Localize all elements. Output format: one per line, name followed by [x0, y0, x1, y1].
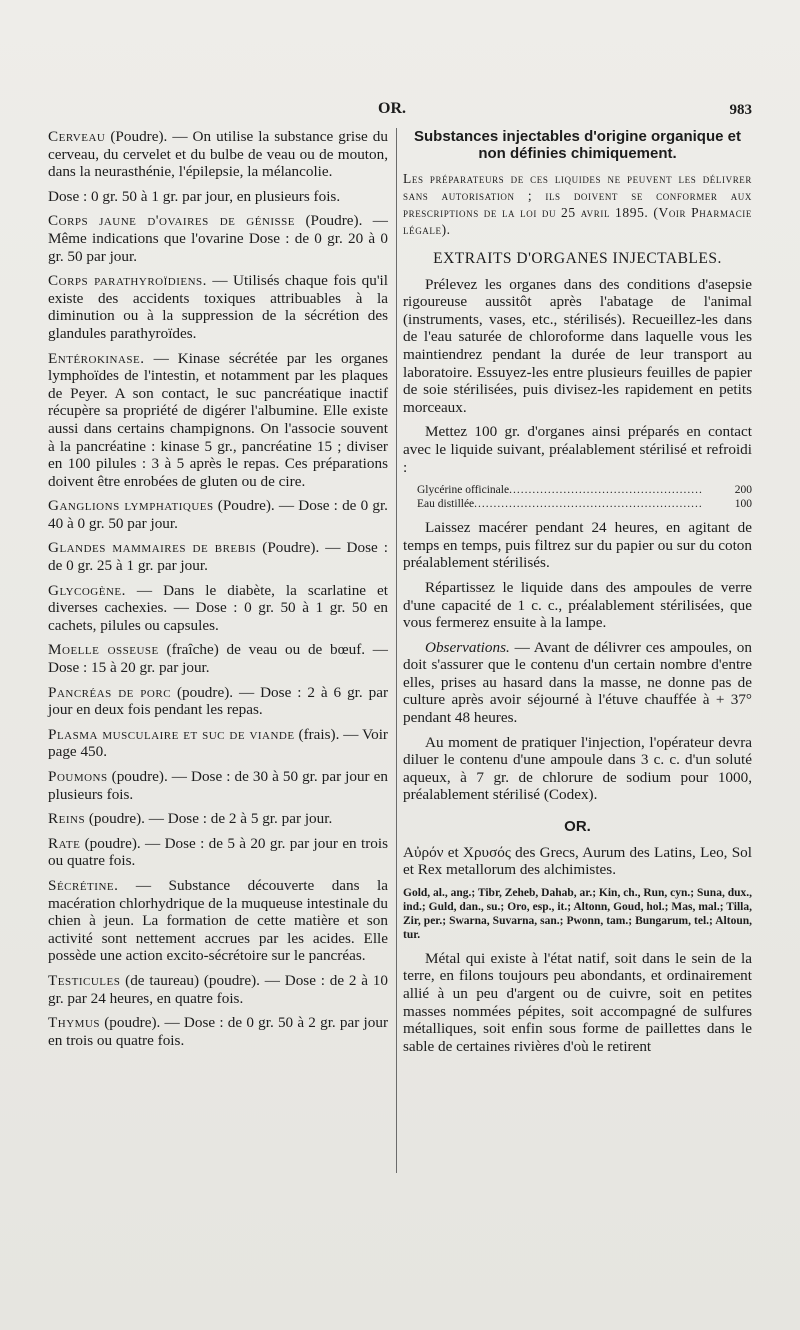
entry-corps-jaune	[48, 212, 388, 265]
section-heading-injectables: Substances injectables d'origine organique et non définies chimiquement.	[414, 128, 741, 162]
entry-text: (poudre). — Dose : 2 à 6 gr. par jour en deux fois pendant les repas.	[48, 683, 389, 719]
entry-thymus	[48, 1014, 388, 1049]
column-divider	[396, 128, 397, 1173]
entry-term: Testicules	[48, 971, 121, 989]
leader-dots	[509, 483, 702, 497]
entry-text: (Poudre). — Dose : de 0 gr. 40 à 0 gr. 50 par jour.	[48, 497, 388, 532]
entry-glandes-mammaires	[48, 539, 388, 574]
entry-text: (Poudre). — Même indications que l'ovarine Dose : de 0 gr. 20 à 0 gr. 50 par jour.	[48, 212, 388, 265]
legal-notice: Les préparateurs de ces liquides ne peuvent les délivrer sans autorisation ; ils doivent se conformer aux prescriptions de la loi du 25 avril 1895. (Voir Pharmacie légale).	[403, 171, 752, 237]
entry-term: Glandes mammaires de brebis	[48, 539, 257, 557]
section-heading-extraits: EXTRAITS D'ORGANES INJECTABLES.	[433, 250, 722, 267]
entry-parathyroidiens	[48, 272, 388, 342]
entry-term: Moelle osseuse	[48, 641, 159, 659]
entry-text: (poudre). — Dose : de 5 à 20 gr. par jour en trois ou quatre fois.	[48, 834, 388, 870]
entry-text: (Poudre). — Dose : de 0 gr. 25 à 1 gr. par jour.	[48, 539, 388, 575]
entry-text: (frais). — Voir page 450.	[48, 725, 388, 761]
page-number: 983	[729, 102, 752, 118]
entry-term: Pancréas de porc	[48, 683, 172, 701]
entry-term: Glycogène.	[48, 581, 126, 599]
entry-poumons	[48, 768, 388, 803]
running-head	[0, 100, 800, 124]
entry-text: (fraîche) de veau ou de bœuf. — Dose : 15 à 20 gr. par jour.	[48, 641, 388, 677]
entry-pancreas	[48, 684, 388, 719]
recipe-row	[417, 497, 752, 511]
entry-term: Cerveau	[48, 128, 106, 145]
entry-term: Sécrétine.	[48, 876, 119, 894]
entry-text: (poudre). — Dose : de 0 gr. 50 à 2 gr. par jour en trois ou quatre fois.	[48, 1014, 388, 1049]
entry-moelle	[48, 641, 388, 676]
or-intro: Αὐρόν et Χρυσός des Grecs, Aurum des Latins, Leo, Sol et Rex metallorum des alchimistes.	[403, 843, 752, 879]
entry-enterokinase	[48, 350, 388, 491]
recipe-table	[417, 483, 752, 511]
entry-text: (de taureau) (poudre). — Dose : de 2 à 10 gr. par 24 heures, en quatre fois.	[48, 971, 388, 1007]
paragraph-observations	[403, 639, 752, 727]
recipe-quantity: 200	[734, 484, 752, 497]
section-heading-or: OR.	[564, 818, 591, 836]
entry-term: Corps parathyroïdiens.	[48, 272, 207, 290]
paragraph-macerer: Laissez macérer pendant 24 heures, en agitant de temps en temps, puis filtrez sur du papier ou sur du coton préalablement stérilisés.	[403, 519, 752, 572]
entry-cerveau-dose	[48, 188, 388, 206]
paragraph-mettez: Mettez 100 gr. d'organes ainsi préparés en contact avec le liquide suivant, préalablement stérilisé et refroidi :	[403, 423, 752, 476]
entry-ganglions	[48, 497, 388, 532]
entry-cerveau	[48, 128, 388, 181]
entry-testicules	[48, 972, 388, 1007]
observations-label: Observations.	[425, 638, 510, 656]
entry-rate	[48, 835, 388, 870]
recipe-row	[417, 483, 752, 497]
entry-text: (poudre). — Dose : de 2 à 5 gr. par jour.	[85, 810, 333, 828]
entry-text: — Substance découverte dans la macération chlorhydrique de la muqueuse intestinale du chien à jeun. La formation de cette matière et son activité sont nettement accrues par les acides. Elle possède une action excito-sécrétoire sur le pancréas.	[48, 876, 388, 965]
entry-term: Plasma musculaire et suc de viande	[48, 725, 295, 743]
entry-plasma	[48, 726, 388, 761]
paragraph-injection: Au moment de pratiquer l'injection, l'opérateur devra diluer le contenu d'une ampoule dans 3 c. c. d'un soluté aqueux, à 7 gr. de chlorure de sodium pour 1000, préalablement stérilisé (Codex).	[403, 733, 752, 804]
entry-secretine	[48, 877, 388, 965]
left-column	[48, 128, 388, 1056]
entry-term: Entérokinase.	[48, 349, 145, 367]
entry-term: Rate	[48, 834, 81, 852]
entry-text: Dose : 0 gr. 50 à 1 gr. par jour, en plusieurs fois.	[48, 187, 341, 205]
entry-text: — Dans le diabète, la scarlatine et diverses cachexies. — Dose : 0 gr. 50 à 1 gr. 50 en cachets, pilules ou capsules.	[48, 581, 388, 634]
entry-reins	[48, 810, 388, 828]
entry-text: — Utilisés chaque fois qu'il existe des accidents toxiques attribuables à la diminution ou à la suppression de la sécrétion des glandules parathyroïdes.	[48, 272, 388, 342]
entry-term: Poumons	[48, 768, 108, 785]
paragraph-prelevez: Prélevez les organes dans des conditions d'asepsie rigoureuse aussitôt après l'abatage de l'animal (instruments, vases, etc., stérilisés). Recueillez-les dans de l'eau saturée de chloroforme dans laquelle vous les maintiendrez pendant la durée de leur transport au laboratoire. Essuyez-les entre plusieurs feuilles de papier de soie stérilisées, puis divisez-les rapidement en petits morceaux.	[403, 275, 752, 416]
recipe-quantity: 100	[734, 498, 752, 511]
entry-term: Reins	[48, 810, 86, 828]
entry-term: Thymus	[48, 1014, 101, 1032]
entry-text: (Poudre). — On utilise la substance grise du cerveau, du cervelet et du bulbe de veau ou de mouton, dans la neurasthénie, l'épilepsie, la mélancolie.	[48, 128, 388, 181]
paragraph-repartissez: Répartissez le liquide dans des ampoules de verre d'une capacité de 1 c. c., préalablement stérilisées, que vous fermerez ensuite à la lampe.	[403, 578, 752, 632]
entry-text: (poudre). — Dose : de 30 à 50 gr. par jour en plusieurs fois.	[48, 768, 388, 803]
recipe-ingredient: Glycérine officinale	[417, 484, 510, 497]
leader-dots	[474, 497, 702, 511]
entry-text: — Kinase sécrétée par les organes lymphoïdes de l'intestin, et notamment par les plaques de Peyer. A son contact, le suc pancréatique inactif récupère sa propriété de digérer l'albumine. Elle existe aussi dans certains champignons. On l'associe souvent à la pancréatine : kinase 5 gr., pancréatine 15 ; diviser en 100 pilules : 3 à 5 après le repas. Ces préparations doivent être enrobées de gluten ou de cire.	[48, 349, 388, 490]
observations-text: — Avant de délivrer ces ampoules, on doit s'assurer que le contenu d'un certain nombre d'entre elles, prises au hasard dans la masse, ne donne pas de culture après avoir séjourné à l'étuve chauffée à + 37° pendant 48 heures.	[403, 638, 752, 727]
recipe-ingredient: Eau distillée	[417, 498, 475, 511]
right-column	[403, 128, 752, 1062]
or-synonyms: Gold, al., ang.; Tibr, Zeheb, Dahab, ar.; Kin, ch., Run, cyn.; Suna, dux., ind.; Guld, dan., su.; Oro, esp., it.; Altonn, Goud, hol.; Mas, mal.; Tilla, Zir, per.; Swarna, Suvarna, san.; Pwonn, tam.; Bungarum, tel.; Altoun, tur.	[403, 886, 752, 941]
entry-term: Corps jaune d'ovaires de génisse	[48, 212, 296, 230]
entry-glycogene	[48, 582, 388, 635]
paragraph-metal: Métal qui existe à l'état natif, soit dans le sein de la terre, en filons toujours peu abondants, et ordinairement allié à un peu d'argent ou de cuivre, soit en petites masses nommées pépites, soit accompagné de sulfures métalliques, soit enfin sous forme de paillettes dans le sable de certaines rivières d'où le retirent	[403, 949, 752, 1055]
running-title: OR.	[378, 100, 406, 117]
entry-term: Ganglions lymphatiques	[48, 497, 214, 515]
